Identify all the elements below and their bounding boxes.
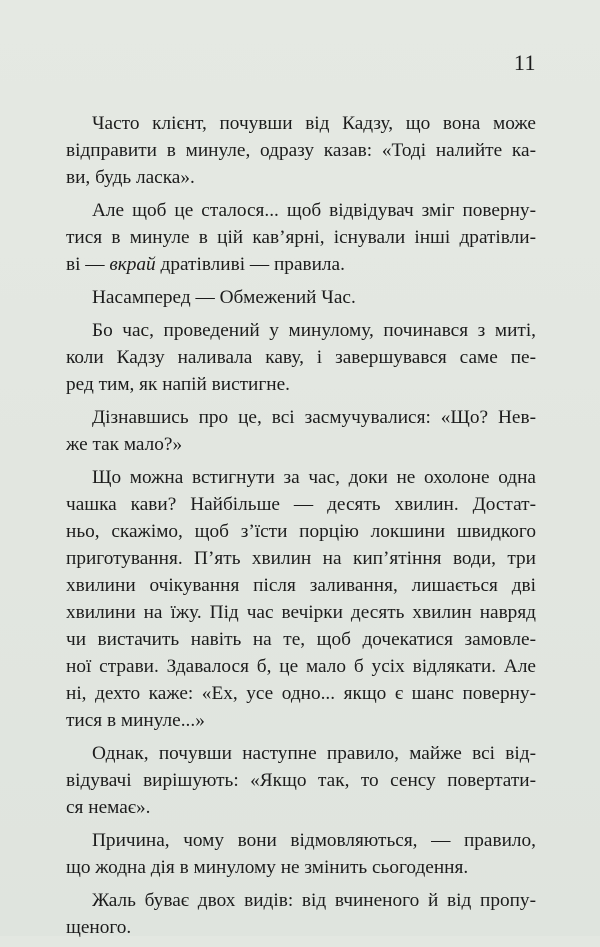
text-line: Насамперед — Обмежений Час.: [92, 287, 356, 308]
text-line: Однак, почувши наступне правило, майже всі від-: [92, 743, 536, 764]
text-line: чи вистачить навіть на те, щоб дочекатися замовле-: [66, 629, 536, 650]
page-number: 11: [513, 50, 536, 75]
text-line: коли Кадзу наливала каву, і завершувався саме пе-: [66, 347, 536, 368]
text-line: ся немає».: [66, 797, 151, 818]
paragraph: [66, 464, 536, 734]
paragraph: [66, 887, 536, 941]
body-text: [66, 110, 536, 947]
text-line: ред тим, як напій вистигне.: [66, 374, 290, 395]
text-line: Часто клієнт, почувши від Кадзу, що вона може: [92, 113, 536, 134]
text-line: же так мало?»: [66, 434, 183, 455]
text-line: [66, 251, 536, 278]
text-line: щеного.: [66, 917, 132, 938]
text-segment: дратівливі — правила.: [155, 254, 345, 275]
text-line: Дізнавшись про це, всі засмучувалися: «Що? Нев-: [92, 407, 536, 428]
text-line: ні, дехто каже: «Ех, усе одно... якщо є шанс поверну-: [66, 683, 536, 704]
paragraph: [66, 827, 536, 881]
text-line: Що можна встигнути за час, доки не охолоне одна: [92, 467, 536, 488]
text-line: хвилини на їжу. Під час вечірки десять хвилин навряд: [66, 602, 536, 623]
paragraph: [66, 197, 536, 278]
text-line: хвилини очікування після заливання, лишається дві: [66, 575, 536, 596]
paragraph: [66, 110, 536, 191]
text-line: Бо час, проведений у минулому, починався з миті,: [92, 320, 536, 341]
text-line: ньо, скажімо, щоб з’їсти порцію локшини швидкого: [66, 521, 536, 542]
paragraph: [66, 317, 536, 398]
paragraph: [66, 404, 536, 458]
text-line: відправити в минуле, одразу казав: «Тоді налийте ка-: [66, 140, 536, 161]
text-line: що жодна дія в минулому не змінить сьогодення.: [66, 857, 469, 878]
text-line: Причина, чому вони відмовляються, — правило,: [92, 830, 536, 851]
text-line: тися в минуле в цій кав’ярні, існували інші дратівли-: [66, 227, 536, 248]
text-line: відувачі вирішують: «Якщо так, то сенсу повертати-: [66, 770, 536, 791]
paragraph: [66, 740, 536, 821]
text-line: Жаль буває двох видів: від вчиненого й від пропу-: [92, 890, 536, 911]
text-line: тися в минуле...»: [66, 710, 205, 731]
emphasis-text: вкрай: [109, 254, 156, 275]
text-line: приготування. П’ять хвилин на кип’ятіння води, три: [66, 548, 536, 569]
text-line: ної страви. Здавалося б, це мало б усіх відлякати. Але: [66, 656, 536, 677]
text-line: Але щоб це сталося... щоб відвідувач зміг поверну-: [92, 200, 536, 221]
text-segment: ві —: [66, 254, 110, 275]
text-line: ви, будь ласка».: [66, 167, 195, 188]
paragraph: [66, 284, 536, 311]
text-line: чашка кави? Найбільше — десять хвилин. Достат-: [66, 494, 536, 515]
